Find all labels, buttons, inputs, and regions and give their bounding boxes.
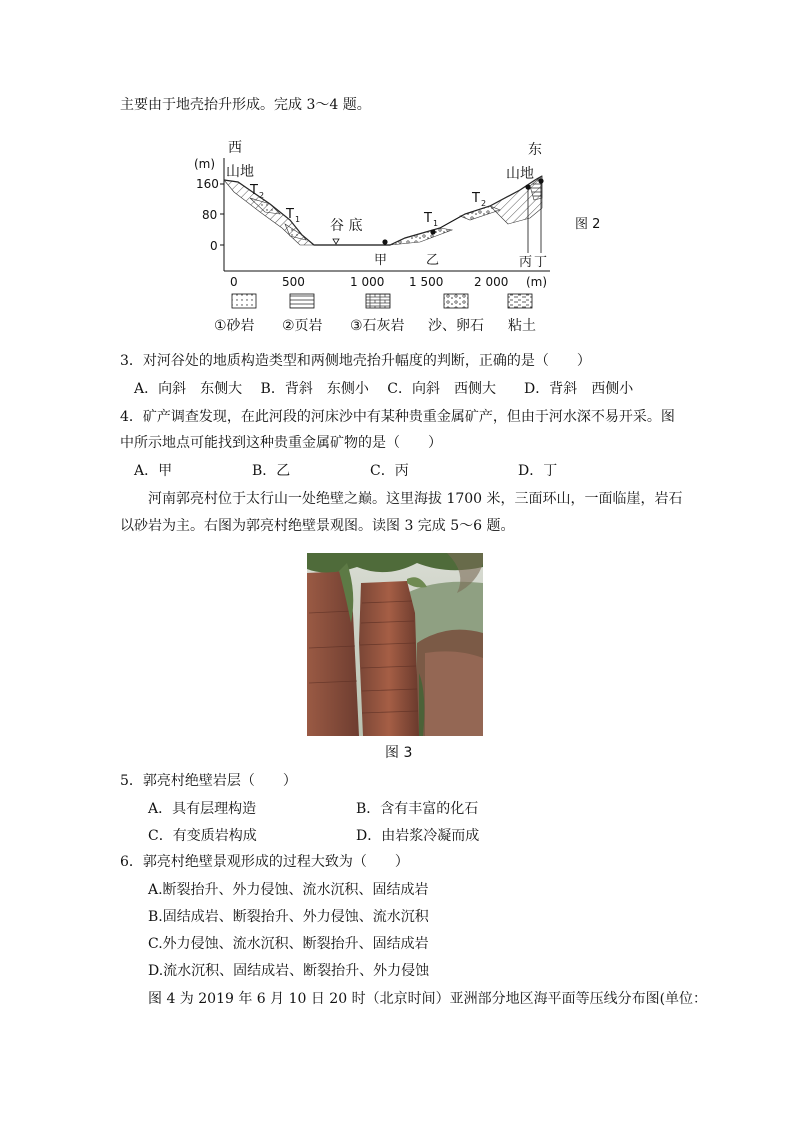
t2-left-label: T — [250, 183, 258, 198]
legend-limestone: ③石灰岩 — [350, 318, 405, 334]
question-6-option-b: B.固结成岩、断裂抬升、外力侵蚀、流水沉积 — [148, 909, 429, 925]
east-label: 东 — [528, 142, 542, 158]
question-3-options: A．向斜 东侧大 B．背斜 东侧小 C．向斜 西侧大 D．背斜 西侧小 — [134, 381, 634, 397]
t2-right-sub: 2 — [481, 199, 487, 208]
valley-label: 谷 底 — [330, 218, 363, 234]
x-tick-2000: 2 000 — [474, 275, 509, 289]
t1-right-label: T — [424, 211, 432, 226]
question-4-option-c: C．丙 — [370, 463, 409, 479]
y-unit: (m) — [194, 157, 216, 171]
east-area-label: 山地 — [506, 166, 534, 182]
question-5-option-a: A．具有层理构造 — [148, 801, 257, 817]
figure-4-intro: 图 4 为 2019 年 6 月 10 日 20 时（北京时间）亚洲部分地区海平面等压线分布图(单位： — [148, 991, 708, 1007]
valley-cross-section-figure — [190, 138, 630, 338]
point-bing: 丙 — [519, 255, 533, 270]
t1-left-label: T — [286, 207, 294, 222]
question-6-option-d: D.流水沉积、固结成岩、断裂抬升、外力侵蚀 — [148, 963, 430, 979]
west-label: 西 — [228, 140, 242, 156]
point-yi: 乙 — [426, 253, 440, 268]
figure-3-label: 图 3 — [385, 745, 413, 761]
question-6-option-c: C.外力侵蚀、流水沉积、断裂抬升、固结成岩 — [148, 936, 429, 952]
t1-right-sub: 1 — [433, 219, 439, 228]
x-unit: (m) — [526, 275, 548, 289]
question-4-stem-line2: 中所示地点可能找到这种贵重金属矿物的是（ ） — [120, 435, 442, 451]
x-tick-500: 500 — [282, 275, 305, 289]
cliff-photo — [307, 553, 483, 736]
point-ding: 丁 — [534, 255, 548, 270]
figure-2-label: 图 2 — [575, 217, 601, 232]
passage-line-2: 以砂岩为主。右图为郭亮村绝壁景观图。读图 3 完成 5～6 题。 — [120, 518, 515, 534]
t2-left-sub: 2 — [259, 191, 265, 200]
legend-shale: ②页岩 — [282, 318, 323, 334]
y-tick-0: 0 — [210, 239, 218, 253]
question-4-option-b: B．乙 — [252, 463, 291, 479]
question-4-stem-line1: 4．矿产调查发现，在此河段的河床沙中有某种贵重金属矿产，但由于河水深不易开采。图 — [120, 409, 675, 425]
t2-right-label: T — [472, 191, 480, 206]
question-4-option-a: A．甲 — [134, 463, 173, 479]
passage-line-1: 河南郭亮村位于太行山一处绝壁之巅。这里海拔 1700 米，三面环山，一面临崖，岩石 — [148, 491, 683, 507]
x-tick-0: 0 — [230, 275, 238, 289]
question-6-option-a: A.断裂抬升、外力侵蚀、流水沉积、固结成岩 — [148, 882, 429, 898]
x-tick-1000: 1 000 — [350, 275, 385, 289]
question-5-option-c: C．有变质岩构成 — [148, 828, 257, 844]
question-5-option-d: D．由岩浆冷凝而成 — [356, 828, 480, 844]
question-4-option-d: D．丁 — [518, 463, 558, 479]
t1-left-sub: 1 — [295, 215, 301, 224]
y-tick-80: 80 — [202, 208, 218, 222]
y-tick-160: 160 — [196, 177, 219, 191]
legend-sandstone: ①砂岩 — [214, 318, 255, 334]
legend-sand-pebble: 沙、卵石 — [428, 318, 484, 334]
question-5-stem: 5．郭亮村绝壁岩层（ ） — [120, 773, 297, 789]
point-jia: 甲 — [374, 253, 388, 268]
question-5-option-b: B．含有丰富的化石 — [356, 801, 479, 817]
question-3-stem: 3．对河谷处的地质构造类型和两侧地壳抬升幅度的判断，正确的是（ ） — [120, 353, 591, 369]
intro-text: 主要由于地壳抬升形成。完成 3～4 题。 — [120, 97, 371, 113]
question-6-stem: 6．郭亮村绝壁景观形成的过程大致为（ ） — [120, 854, 409, 870]
west-area-label: 山地 — [226, 164, 254, 180]
x-tick-1500: 1 500 — [409, 275, 444, 289]
legend-clay: 粘土 — [508, 318, 536, 334]
